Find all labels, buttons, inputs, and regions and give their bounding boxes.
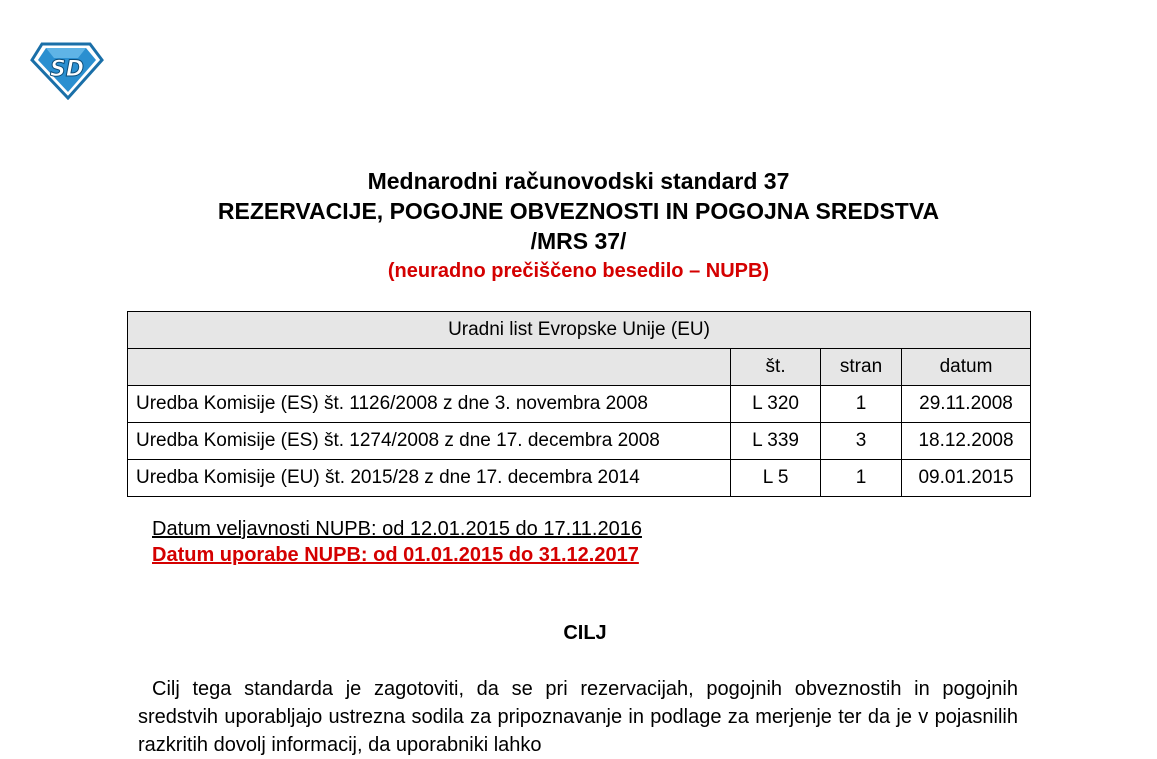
header-cell: št. bbox=[731, 349, 821, 386]
table-row bbox=[128, 423, 1031, 460]
header-cell: datum bbox=[902, 349, 1031, 386]
regulation-cell: Uredba Komisije (EU) št. 2015/28 z dne 17. decembra 2014 bbox=[128, 460, 731, 497]
date-cell: 29.11.2008 bbox=[902, 386, 1031, 423]
page-cell: 1 bbox=[821, 460, 902, 497]
standard-code: /MRS 37/ bbox=[530, 228, 627, 254]
sd-diamond-logo-icon bbox=[30, 40, 104, 100]
validity-dates bbox=[152, 516, 642, 568]
table-caption-row bbox=[128, 312, 1031, 349]
application-date-line: Datum uporabe NUPB: od 01.01.2015 do 31.12.2017 bbox=[152, 544, 639, 566]
header-cell: stran bbox=[821, 349, 902, 386]
unofficial-text-note: (neuradno prečiščeno besedilo – NUPB) bbox=[387, 260, 770, 282]
validity-date-line: Datum veljavnosti NUPB: od 12.01.2015 do 17.11.2016 bbox=[152, 518, 642, 540]
svg-text:SD: SD bbox=[49, 57, 85, 82]
oj-number-cell: L 320 bbox=[731, 386, 821, 423]
table-caption: Uradni list Evropske Unije (EU) bbox=[128, 312, 1031, 349]
date-cell: 18.12.2008 bbox=[902, 423, 1031, 460]
page-cell: 1 bbox=[821, 386, 902, 423]
standard-subtitle: REZERVACIJE, POGOJNE OBVEZNOSTI IN POGOJNA SREDSTVA bbox=[217, 198, 940, 224]
standard-title: Mednarodni računovodski standard 37 bbox=[367, 168, 790, 194]
regulation-cell: Uredba Komisije (ES) št. 1274/2008 z dne 17. decembra 2008 bbox=[128, 423, 731, 460]
header-cell bbox=[128, 349, 731, 386]
official-journal-table bbox=[127, 311, 1031, 497]
oj-number-cell: L 339 bbox=[731, 423, 821, 460]
regulation-cell: Uredba Komisije (ES) št. 1126/2008 z dne 3. novembra 2008 bbox=[128, 386, 731, 423]
date-cell: 09.01.2015 bbox=[902, 460, 1031, 497]
table-header-row bbox=[128, 349, 1031, 386]
page-cell: 3 bbox=[821, 423, 902, 460]
document-title-block bbox=[0, 166, 1157, 286]
table-row bbox=[128, 460, 1031, 497]
oj-number-cell: L 5 bbox=[731, 460, 821, 497]
section-heading: CILJ bbox=[563, 622, 607, 644]
table-row bbox=[128, 386, 1031, 423]
body-paragraph: Cilj tega standarda je zagotoviti, da se pri rezervacijah, pogojnih obveznostih in pogojnih sredstvih uporabljajo ustrezna sodila za pripoznavanje in podlage za merjenje ter da je v pojasnilih razkritih dovolj informacij, da uporabniki lahko bbox=[138, 678, 1018, 756]
